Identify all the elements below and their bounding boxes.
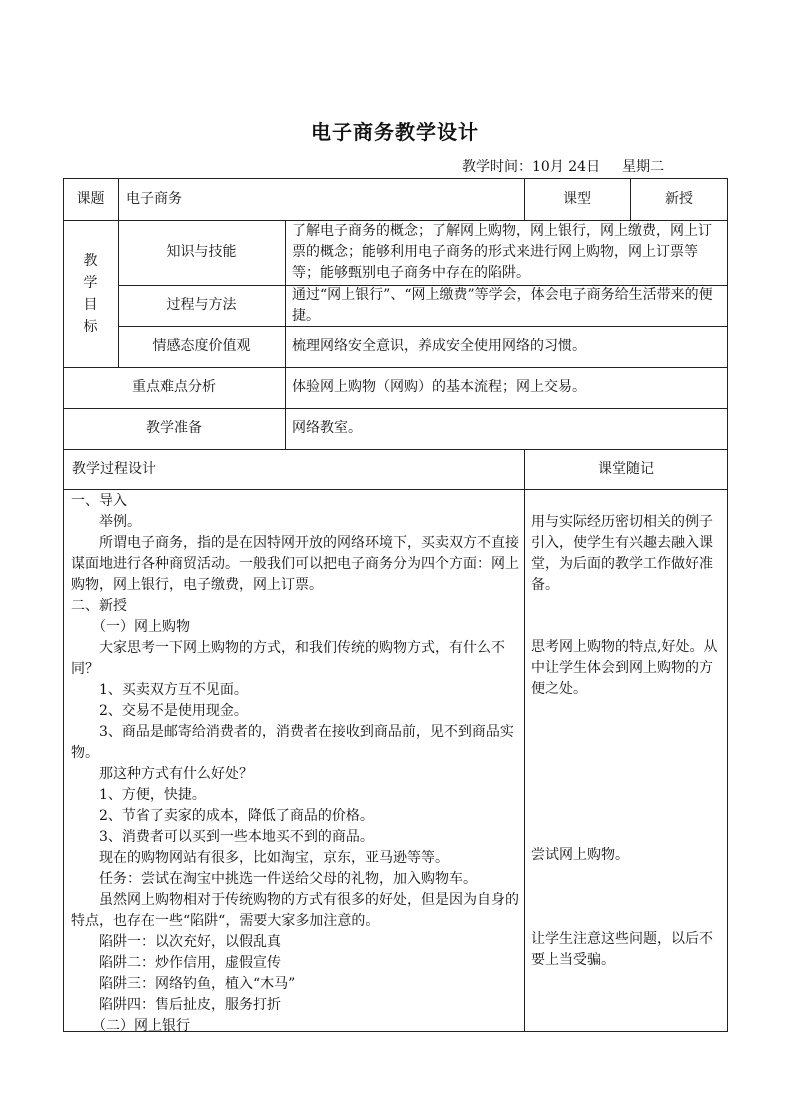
objective-label-process: 过程与方法 <box>166 297 237 313</box>
process-line: 大家思考一下网上购物的方式，和我们传统的购物方式，有什么不同？ <box>71 640 505 677</box>
key-points-value: 体验网上购物（网购）的基本流程；网上交易。 <box>292 379 586 395</box>
process-line: 1、买卖双方互不见面。 <box>71 682 248 698</box>
process-line: 举例。 <box>71 514 141 530</box>
process-line: 虽然网上购物相对于传统购物的方式有很多的好处，但是因为自身的特点，也存在一些“陷阱“，需要大家多加注意的。 <box>71 892 519 929</box>
note-4 <box>531 929 723 971</box>
objective-text: 通过“网上银行”、“网上缴费”等学会，体会电子商务给生活带来的便捷。 <box>292 286 713 324</box>
objective-text-knowledge <box>292 220 724 285</box>
process-header: 教学过程设计 <box>72 460 156 477</box>
process-line: 陷阱四：售后扯皮，服务打折 <box>71 997 281 1013</box>
process-line: （二）网上银行 <box>71 1018 190 1034</box>
process-body <box>71 491 519 1034</box>
topic-label: 课题 <box>76 190 105 207</box>
lesson-weekday: 星期二 <box>622 159 665 175</box>
objective-text-attitude <box>292 326 724 367</box>
process-line: 3、消费者可以买到一些本地买不到的商品。 <box>71 829 374 845</box>
lesson-time: 教学时间：10月 24日 <box>462 159 601 175</box>
note-text: 尝试网上购物。 <box>531 847 629 863</box>
document-title: 电子商务教学设计 <box>311 120 479 144</box>
process-line: 陷阱二：炒作信用，虚假宣传 <box>71 955 281 971</box>
note-text: 让学生注意这些问题，以后不要上当受骗。 <box>531 931 713 968</box>
type-label: 课型 <box>563 190 591 207</box>
objective-text: 了解电子商务的概念；了解网上购物，网上银行，网上缴费，网上订票的概念；能够利用电子商务的形式来进行网上购物，网上订票等等；能够甄别电子商务中存在的陷阱。 <box>292 223 712 281</box>
key-points-label: 重点难点分析 <box>132 379 216 395</box>
process-line: 1、方便，快捷。 <box>71 787 206 803</box>
type-value: 新授 <box>665 190 693 207</box>
objective-text: 梳理网络安全意识，养成安全使用网络的习惯。 <box>292 338 586 354</box>
process-line: 陷阱三：网络钓鱼，植入“木马” <box>71 976 296 992</box>
process-line: （一）网上购物 <box>71 619 190 635</box>
process-line: 3、商品是邮寄给消费者的，消费者在接收到商品前，见不到商品实物。 <box>71 724 514 761</box>
process-line: 一、导入 <box>71 493 127 509</box>
objectives-char: 标 <box>83 318 98 335</box>
note-text: 用与实际经历密切相关的例子引入，使学生有兴趣去融入课堂，为后面的教学工作做好准备。 <box>531 514 713 593</box>
objective-text-process <box>292 285 724 326</box>
objectives-char: 学 <box>83 274 98 291</box>
topic-value: 电子商务 <box>126 190 182 207</box>
lesson-meta <box>462 156 664 176</box>
prep-label: 教学准备 <box>146 420 202 436</box>
process-line: 陷阱一：以次充好，以假乱真 <box>71 934 281 950</box>
process-line: 现在的购物网站有很多，比如淘宝，京东，亚马逊等等。 <box>71 850 449 866</box>
row-divider <box>63 489 728 490</box>
note-2 <box>531 637 726 700</box>
objectives-label <box>63 220 118 367</box>
objective-label-attitude: 情感态度价值观 <box>152 338 251 354</box>
process-line: 任务：尝试在淘宝中挑选一件送给父母的礼物，加入购物车。 <box>71 871 477 887</box>
objectives-char: 教 <box>83 252 98 269</box>
process-line: 2、交易不是使用现金。 <box>71 703 248 719</box>
process-line: 二、新授 <box>71 598 127 614</box>
prep-value: 网络教室。 <box>292 420 362 436</box>
notes-header: 课堂随记 <box>598 460 654 477</box>
col-divider <box>285 220 286 449</box>
note-text: 思考网上购物的特点,好处。从中让学生体会到网上购物的方便之处。 <box>531 639 718 697</box>
process-line: 2、节省了卖家的成本，降低了商品的价格。 <box>71 808 374 824</box>
note-3 <box>531 845 723 866</box>
col-divider <box>524 449 525 1032</box>
process-line: 那这种方式有什么好处？ <box>71 766 253 782</box>
objectives-char: 目 <box>83 296 98 313</box>
objective-label-knowledge: 知识与技能 <box>166 244 237 260</box>
note-1 <box>531 512 723 596</box>
process-line: 所谓电子商务，指的是在因特网开放的网络环境下，买卖双方不直接谋面地进行各种商贸活动。一般我们可以把电子商务分为四个方面：网上购物，网上银行，电子缴费，网上订票。 <box>71 535 519 593</box>
